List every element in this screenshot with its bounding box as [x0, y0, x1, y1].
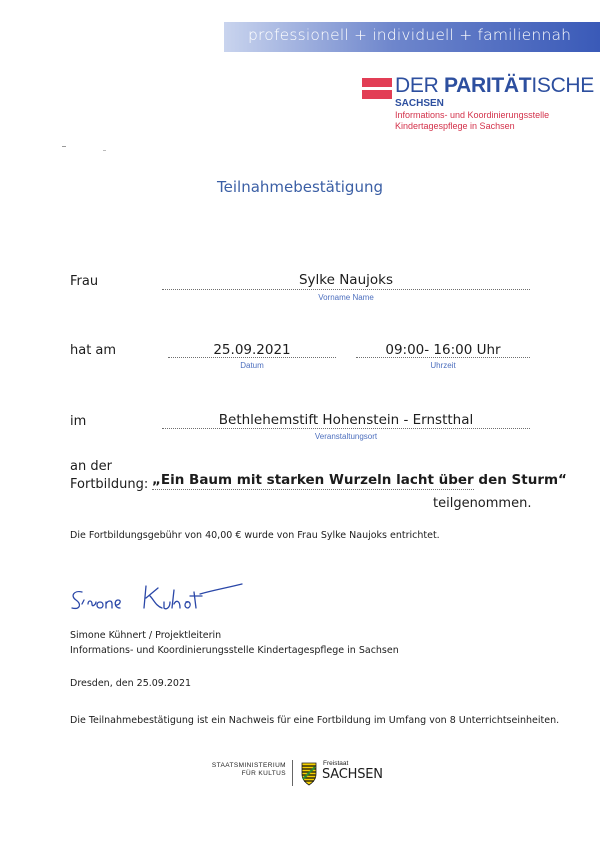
state-label-small: Freistaat — [323, 760, 349, 767]
course-title: „Ein Baum mit starken Wurzeln lacht über den Sturm“ — [152, 472, 567, 488]
name-caption: Vorname Name — [318, 293, 374, 302]
saxony-coat-of-arms-icon — [300, 760, 318, 786]
time-value: 09:00- 16:00 Uhr — [385, 342, 501, 358]
tagline: professionell + individuell + familiennah — [248, 26, 572, 44]
time-caption: Uhrzeit — [430, 361, 456, 370]
place-value: Bethlehemstift Hohenstein - Ernstthal — [218, 412, 474, 428]
place-caption: Veranstaltungsort — [314, 432, 378, 441]
signer-name: Simone Kühnert / Projektleiterin — [70, 630, 222, 641]
course-label-line2: Fortbildung: — [70, 477, 149, 492]
signer-organization: Informations- und Koordinierungsstelle Kindertagespflege in Sachsen — [70, 645, 399, 656]
logo-name: DER PARITÄTISCHE — [395, 74, 595, 97]
state-label-big: SACHSEN — [322, 767, 383, 782]
name-line — [162, 289, 530, 290]
date-caption: Datum — [240, 361, 264, 370]
course-line — [152, 489, 474, 490]
course-label-line1: an der — [70, 459, 112, 474]
salutation-label: Frau — [70, 274, 99, 289]
page-title: Teilnahmebestätigung — [217, 178, 383, 196]
name-value: Sylke Naujoks — [298, 272, 394, 288]
participated-text: teilgenommen. — [433, 496, 532, 511]
logo-info: Informations- und Koordinierungsstelle Kindertagespflege in Sachsen — [395, 110, 550, 131]
date-value: 25.09.2021 — [213, 342, 291, 358]
place-line — [162, 428, 530, 429]
place-date: Dresden, den 25.09.2021 — [70, 678, 192, 689]
logo-mark-icon — [362, 76, 392, 102]
scan-mark — [62, 146, 66, 147]
logo-region: SACHSEN — [395, 98, 444, 109]
place-label: im — [70, 414, 87, 429]
time-line — [356, 357, 530, 358]
handwritten-signature — [66, 578, 256, 624]
date-line — [168, 357, 336, 358]
date-label: hat am — [70, 343, 117, 358]
footer-divider — [292, 760, 293, 786]
ministry-label: STAATSMINISTERIUM FÜR KULTUS — [211, 762, 286, 777]
scan-mark — [103, 150, 106, 151]
fee-statement: Die Fortbildungsgebühr von 40,00 € wurde von Frau Sylke Naujoks entrichtet. — [70, 530, 440, 541]
paritaetische-logo — [362, 74, 595, 138]
training-units-note: Die Teilnahmebestätigung ist ein Nachweis für eine Fortbildung im Umfang von 8 Unterrichtseinheiten. — [70, 715, 560, 726]
